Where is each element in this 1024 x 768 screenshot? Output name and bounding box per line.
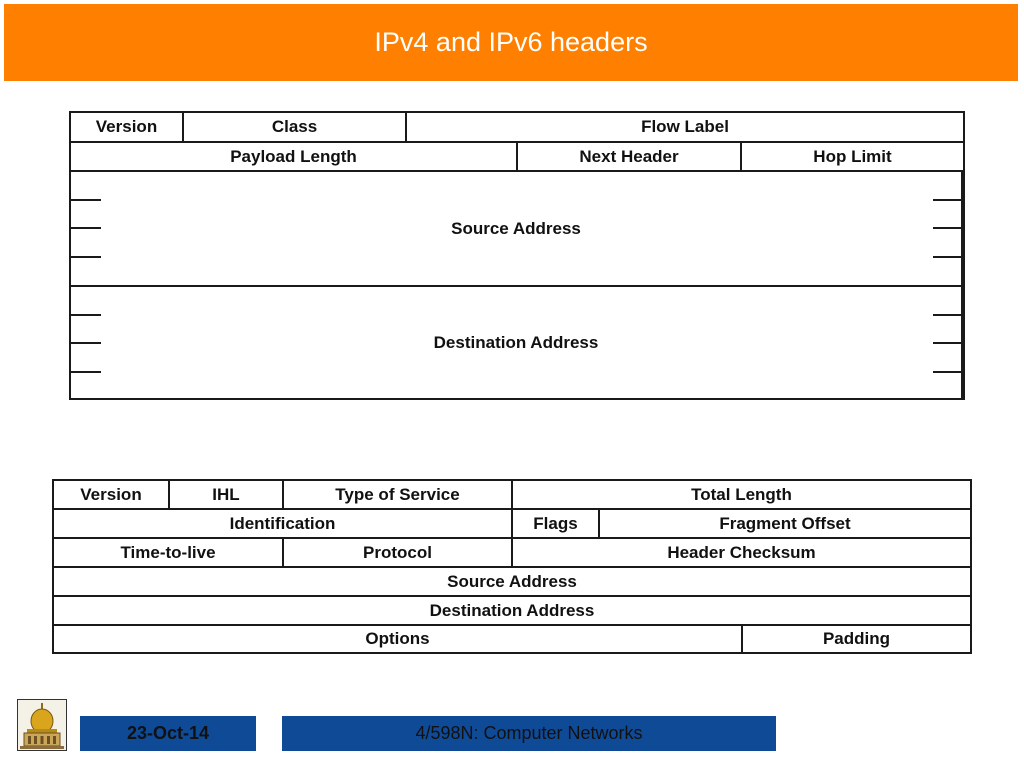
ipv6-header-diagram (69, 111, 965, 400)
ipv6-row-1 (71, 113, 963, 143)
word-boundary-tick (933, 314, 963, 316)
ipv6-version-field: Version (71, 113, 184, 141)
ipv6-payload-length-field: Payload Length (71, 143, 518, 170)
ipv4-ihl-field: IHL (170, 481, 284, 508)
ipv4-header-diagram (52, 479, 972, 654)
ipv4-fragment-offset-field: Fragment Offset (719, 513, 851, 533)
ipv6-source-address-field: Source Address (71, 172, 963, 285)
ipv4-destination-address-field: Destination Address (429, 600, 595, 620)
word-boundary-tick (933, 227, 963, 229)
ipv4-source-address-field: Source Address (447, 571, 577, 591)
ipv4-ttl-field: Time-to-live (54, 539, 284, 566)
word-boundary-tick (933, 371, 963, 373)
slide-title-bar (4, 4, 1018, 81)
footer-course-bar (282, 716, 776, 751)
ipv6-flow-label-field: Flow Label (641, 117, 729, 136)
word-boundary-tick (71, 256, 101, 258)
ipv4-header-checksum-field: Header Checksum (667, 542, 816, 562)
dome-graphic (18, 700, 66, 750)
ipv6-class-field: Class (184, 113, 407, 141)
ipv4-row-5 (54, 597, 970, 626)
ipv4-row-4 (54, 568, 970, 597)
ipv6-next-header-field: Next Header (518, 143, 742, 170)
word-boundary-tick (71, 199, 101, 201)
ipv6-row-2 (71, 143, 963, 172)
word-boundary-tick (71, 227, 101, 229)
ipv6-source-address-block (71, 172, 963, 287)
word-boundary-tick (71, 371, 101, 373)
ipv4-version-field: Version (54, 481, 170, 508)
golden-dome-logo-icon (17, 699, 67, 751)
footer-date-bar (80, 716, 256, 751)
ipv4-protocol-field: Protocol (284, 539, 513, 566)
ipv6-hop-limit-field: Hop Limit (813, 146, 892, 166)
ipv6-destination-address-block (71, 287, 963, 398)
ipv4-row-3 (54, 539, 970, 568)
ipv6-destination-address-field: Destination Address (71, 287, 963, 398)
ipv4-options-field: Options (54, 626, 743, 652)
ipv4-padding-field: Padding (822, 629, 891, 648)
footer-date: 23-Oct-14 (126, 723, 210, 743)
slide-title: IPv4 and IPv6 headers (374, 27, 648, 57)
ipv4-row-1 (54, 481, 970, 510)
ipv4-flags-field: Flags (513, 510, 600, 537)
footer-course-name: 4/598N: Computer Networks (415, 723, 643, 743)
word-boundary-tick (933, 256, 963, 258)
word-boundary-tick (933, 199, 963, 201)
ipv4-type-of-service-field: Type of Service (284, 481, 513, 508)
word-boundary-tick (933, 342, 963, 344)
ipv4-row-6 (54, 626, 970, 652)
ipv4-row-2 (54, 510, 970, 539)
word-boundary-tick (71, 314, 101, 316)
ipv4-total-length-field: Total Length (691, 484, 792, 504)
ipv4-identification-field: Identification (54, 510, 513, 537)
word-boundary-tick (71, 342, 101, 344)
